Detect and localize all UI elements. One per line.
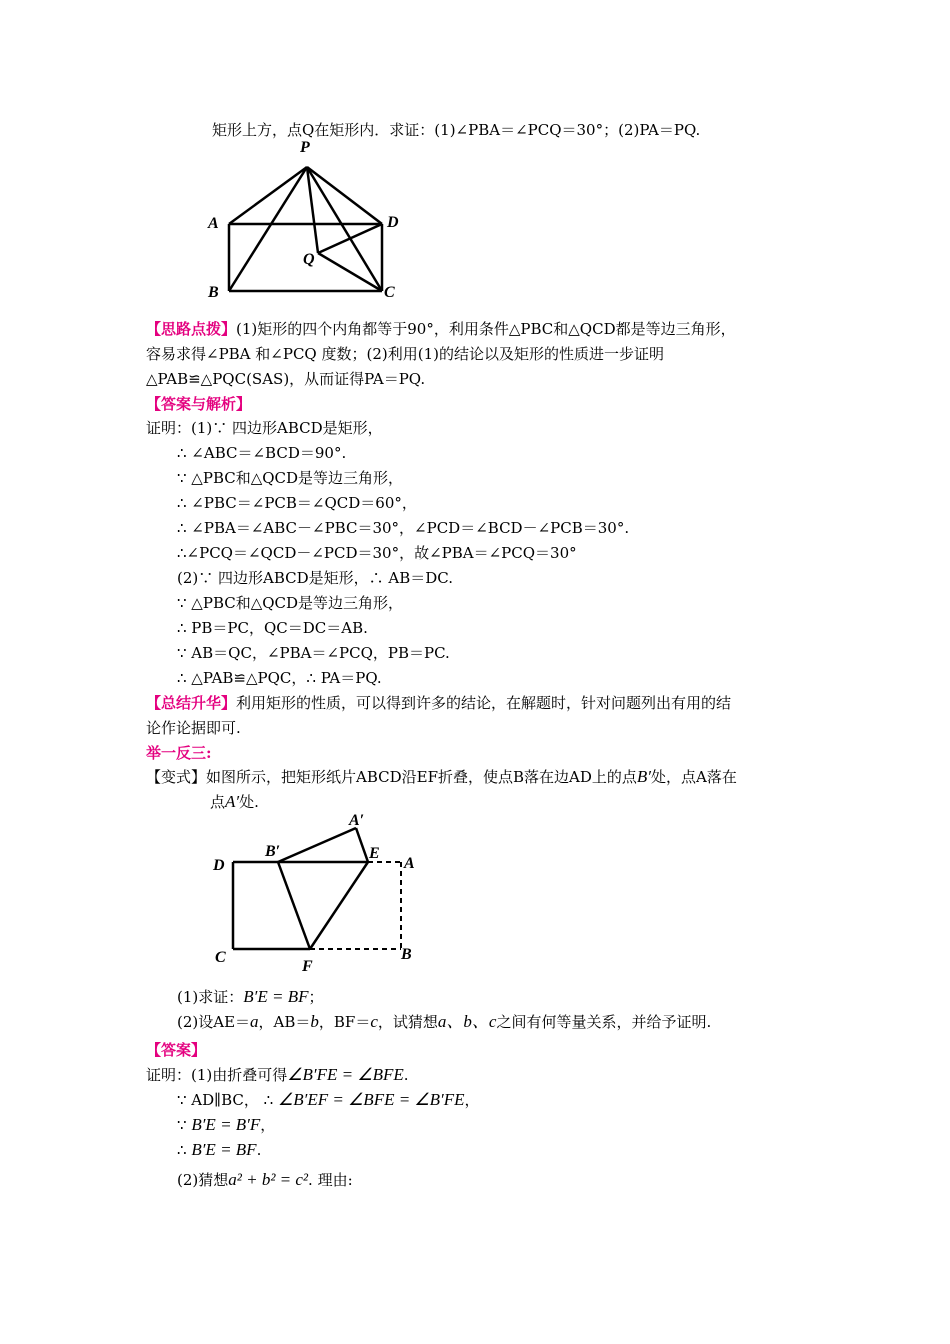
proof-line-5: ∴ ∠PBA＝∠ABC－∠PBC＝30°，∠PCD＝∠BCD－∠PCB＝30°.: [177, 519, 630, 537]
fig2-label-d: D: [213, 857, 225, 874]
answer2-line-2: ∵ AD∥BC， ∴ ∠B′EF = ∠BFE = ∠B′FE，: [177, 1090, 480, 1109]
hint-line-3: △PAB≌△PQC(SAS)，从而证得PA＝PQ.: [146, 370, 426, 388]
proof-line-8: ∵ △PBC和△QCD是等边三角形，: [177, 594, 404, 612]
question-2: (2)设AE＝a，AB＝b，BF＝c，试猜想a、b、c之间有何等量关系，并给予证明.: [177, 1012, 712, 1031]
summary-line-1: 【总结升华】利用矩形的性质，可以得到许多的结论，在解题时，针对问题列出有用的结: [146, 694, 732, 712]
variant-line-1: 【变式】如图所示，把矩形纸片ABCD沿EF折叠，使点B落在边AD上的点B′处，点A落在: [146, 767, 737, 786]
fig1-seg-pd: [307, 167, 382, 224]
fig1-seg-qc: [318, 253, 382, 291]
fig1-label-d: D: [387, 214, 399, 231]
answer-label: 【答案与解析】: [146, 395, 252, 413]
fig2-seg-ef: [310, 862, 368, 949]
answer2-line-3: ∵ B′E = B′F，: [177, 1115, 276, 1134]
proof-line-10: ∵ AB＝QC，∠PBA＝∠PCQ，PB＝PC.: [177, 644, 450, 662]
proof-line-4: ∴ ∠PBC＝∠PCB＝∠QCD＝60°，: [177, 494, 417, 512]
proof-line-6: ∴∠PCQ＝∠QCD－∠PCD＝30°，故∠PBA＝∠PCQ＝30°: [177, 544, 577, 562]
question-1: (1)求证：B′E = BF；: [177, 987, 324, 1006]
answer2-label: 【答案】: [146, 1041, 207, 1059]
fig1-label-p: P: [300, 139, 310, 156]
intro-line: 矩形上方，点Q在矩形内．求证：(1)∠PBA＝∠PCQ＝30°；(2)PA＝PQ.: [212, 121, 701, 139]
fig2-label-e: E: [369, 845, 380, 862]
fig2-label-c: C: [215, 949, 226, 966]
fig1-label-b: B: [208, 284, 219, 301]
proof-line-1: 证明：(1)∵ 四边形ABCD是矩形，: [146, 419, 383, 437]
fig2-label-a-prime: A′: [349, 812, 365, 829]
practice-title: 举一反三:: [146, 744, 212, 762]
answer2-line-5: (2)猜想a² + b² = c². 理由:: [177, 1170, 353, 1189]
summary-line-2: 论作论据即可.: [146, 719, 241, 737]
fig2-seg-b1a1: [278, 828, 356, 862]
fig2-label-b: B: [401, 946, 412, 963]
proof-line-7: (2)∵ 四边形ABCD是矩形，∴ AB＝DC.: [177, 569, 454, 587]
answer2-line-1: 证明：(1)由折叠可得∠B′FE = ∠BFE.: [146, 1065, 409, 1084]
hint-line-2: 容易求得∠PBA 和∠PCQ 度数；(2)利用(1)的结论以及矩形的性质进一步证明: [146, 345, 664, 363]
fig1-seg-pq: [307, 167, 318, 253]
fig1-seg-pa: [229, 167, 307, 224]
fig2-label-a: A: [404, 855, 415, 872]
proof-line-9: ∴ PB＝PC，QC＝DC＝AB.: [177, 619, 368, 637]
fig1-label-a: A: [208, 215, 219, 232]
summary-label: 【总结升华】: [146, 694, 237, 712]
hint-line-1: 【思路点拨】(1)矩形的四个内角都等于90°，利用条件△PBC和△QCD都是等边三角形，: [146, 320, 736, 338]
proof-line-3: ∵ △PBC和△QCD是等边三角形，: [177, 469, 404, 487]
hint-label: 【思路点拨】: [146, 320, 237, 338]
fig2-seg-a1e: [356, 828, 368, 862]
fig2-label-b-prime: B′: [265, 843, 281, 860]
fig1-label-q: Q: [303, 251, 315, 268]
proof-line-2: ∴ ∠ABC＝∠BCD＝90°.: [177, 444, 347, 462]
variant-line-2: 点A′处.: [210, 792, 259, 811]
answer2-line-4: ∴ B′E = BF.: [177, 1140, 262, 1159]
fig2-seg-b1f: [278, 862, 310, 949]
proof-line-11: ∴ △PAB≌△PQC，∴ PA＝PQ.: [177, 669, 382, 687]
variant-label: 【变式】: [146, 768, 207, 786]
fig1-seg-qd: [318, 224, 382, 253]
fig1-label-c: C: [384, 284, 395, 301]
fig1-seg-pb: [229, 167, 307, 291]
fig2-label-f: F: [302, 958, 313, 975]
